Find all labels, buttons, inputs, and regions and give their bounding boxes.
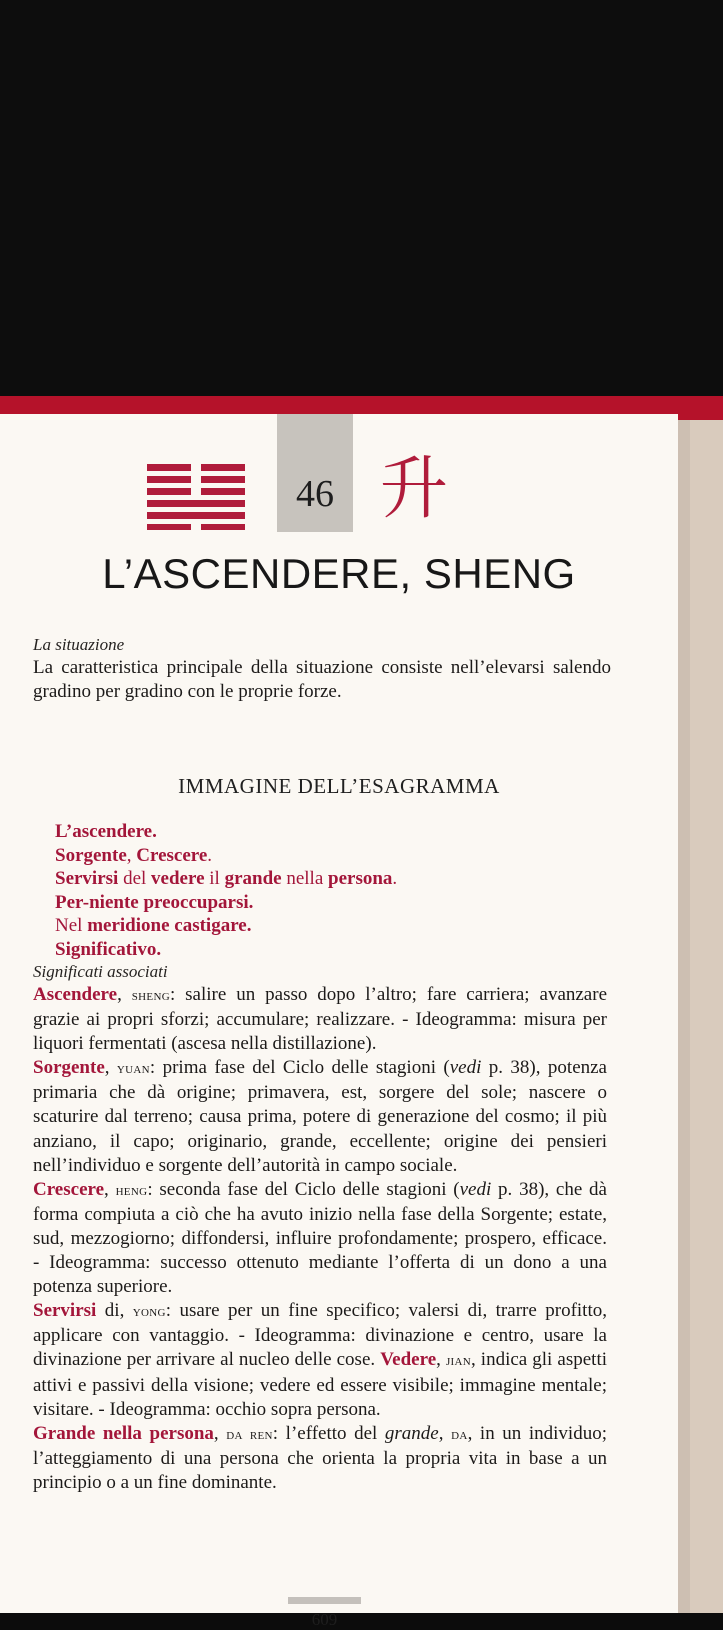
romanization: sheng xyxy=(131,987,170,1004)
page-number: 609 xyxy=(311,1610,338,1629)
definition-term: Servirsi xyxy=(33,1300,97,1322)
separator: , xyxy=(436,1349,446,1371)
verse-term: Servirsi xyxy=(55,868,119,889)
hexagram-line-broken xyxy=(147,476,191,483)
hexagram-line-solid xyxy=(147,512,245,519)
verse-term: meridione castigare. xyxy=(87,915,252,936)
cross-reference: vedi xyxy=(449,1057,482,1079)
definition-ascendere xyxy=(33,983,607,1056)
hexagram-line-broken xyxy=(201,464,245,471)
verse-term: Crescere xyxy=(136,844,208,866)
definition-crescere xyxy=(33,1178,607,1299)
separator: , xyxy=(213,1422,227,1444)
hexagram-line-broken xyxy=(147,524,191,530)
definition-text: , indica gli aspetti attivi e passivi della visione; vedere ed essere visibile; immagine mentale; visitare. - Ideogramma: occhio sopra persona. xyxy=(33,1349,607,1420)
associated-heading: Significati associati xyxy=(33,962,168,981)
verse-term: persona xyxy=(328,868,393,889)
definition-text: : prima fase del Ciclo delle stagioni ( xyxy=(149,1057,450,1079)
definition-text: : salire un passo dopo l’altro; fare carriera; avanzare grazie ai propri sforzi; accumulare; realizzare. - Ideogramma: misura per liquori fermentati (ascesa nella distillazione). xyxy=(33,984,608,1055)
definition-term: Ascendere xyxy=(33,984,118,1005)
verse-line xyxy=(55,914,575,938)
definition-text: p. 38), potenza primaria che dà origine; primavera, est, sorgere del sole; nascere o scaturire dal terreno; causa prima, potere di generazione del cosmo; il più anziano, il capo; originario, grande, eccellente; origine dei pensieri nell’individuo e sorgente dell’autorità in campo sociale. xyxy=(33,1057,607,1176)
romanization: jian xyxy=(445,1352,471,1370)
verse-term: Sorgente xyxy=(55,844,127,866)
definition-grande xyxy=(33,1422,607,1495)
separator: , xyxy=(104,1178,116,1200)
dark-background xyxy=(0,0,723,400)
hexagram-line-broken xyxy=(201,476,245,483)
footer-bar xyxy=(288,1597,361,1604)
hexagram-line-solid xyxy=(147,500,245,507)
separator: , xyxy=(117,984,132,1005)
definition-term: Vedere xyxy=(380,1349,437,1371)
definition-text: di, xyxy=(96,1300,133,1322)
verse-line xyxy=(55,844,575,868)
definition-text: : l’effetto del xyxy=(272,1422,385,1444)
verse-line: Significativo. xyxy=(55,938,162,960)
image-heading: IMMAGINE DELL’ESAGRAMMA xyxy=(178,774,500,798)
hexagram-number: 46 xyxy=(296,473,334,515)
verse-text: . xyxy=(207,844,213,866)
definition-term: Sorgente xyxy=(33,1057,105,1079)
hexagram-character: 升 xyxy=(380,450,449,529)
romanization: heng xyxy=(115,1181,148,1199)
hexagram-verse xyxy=(55,820,575,961)
definition-term: Crescere xyxy=(33,1178,105,1200)
verse-text: . xyxy=(392,868,398,889)
hexagram-line-broken xyxy=(147,464,191,471)
definition-term: Grande nella persona xyxy=(33,1422,214,1444)
page-stack-edge-inner xyxy=(690,420,723,1613)
verse-text: del xyxy=(118,868,152,889)
verse-text: , xyxy=(126,844,137,866)
verse-text: nella xyxy=(281,868,329,889)
verse-line: Per-niente preoccuparsi. xyxy=(55,891,254,913)
definition-text: p. 38), che dà forma compiuta a ciò che ha avuto inizio nella fase della Sorgente; estate, sud, mezzogiorno; diffondersi, influire profondamente; prospero, efficace. - Ideogramma: successo ottenuto mediante l’offerta di un dono a una potenza superiore. xyxy=(33,1178,607,1298)
associated-meanings xyxy=(33,983,607,1495)
verse-text: il xyxy=(204,868,225,889)
book-page xyxy=(0,414,678,1629)
verse-text: Nel xyxy=(55,915,88,936)
situation-heading: La situazione xyxy=(33,635,125,654)
definition-text: , in un individuo; l’atteggiamento di una persona che orienta la propria vita in base a un principio o a un fine dominante. xyxy=(33,1422,607,1493)
verse-term: vedere xyxy=(151,868,205,889)
hexagram-symbol-icon xyxy=(147,464,245,530)
situation-text: La caratteristica principale della situazione consiste nell’elevarsi salendo gradino per gradino con le proprie forze. xyxy=(33,657,611,702)
definition-servirsi xyxy=(33,1299,607,1421)
definition-sorgente xyxy=(33,1056,607,1177)
romanization: yong xyxy=(132,1303,166,1321)
italic-term: grande xyxy=(384,1422,439,1444)
hexagram-number-box xyxy=(277,414,353,532)
cross-reference: vedi xyxy=(459,1178,492,1200)
definition-text: : seconda fase del Ciclo delle stagioni ( xyxy=(147,1178,460,1200)
separator: , xyxy=(104,1057,117,1079)
romanization: da xyxy=(451,1425,468,1443)
romanization: da ren xyxy=(226,1425,273,1443)
verse-line xyxy=(55,867,575,891)
verse-line: L’ascendere. xyxy=(55,821,157,842)
romanization: yuan xyxy=(116,1060,150,1078)
definition-text: , xyxy=(438,1422,452,1444)
hexagram-line-broken xyxy=(147,488,191,495)
verse-term: grande xyxy=(224,868,282,889)
page-title: L’ASCENDERE, SHENG xyxy=(102,550,576,597)
hexagram-line-broken xyxy=(201,488,245,495)
hexagram-line-broken xyxy=(201,524,245,530)
definition-text: : usare per un fine specifico; valersi di, trarre profitto, applicare con vantaggio. - Ideogramma: divinazione e centro, usare la divinazione per arrivare al nucleo delle cose. xyxy=(33,1300,607,1371)
